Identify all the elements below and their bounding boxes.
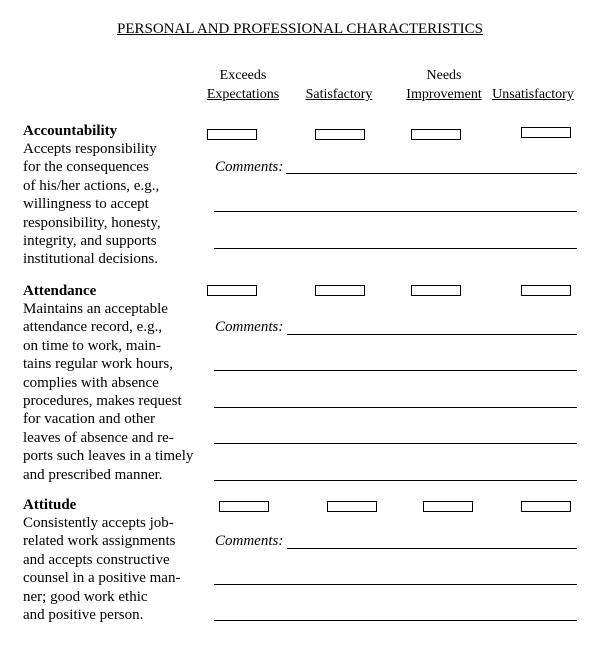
description-line: institutional decisions. <box>23 251 158 268</box>
description-line: related work assignments <box>23 533 176 550</box>
section-heading-attendance: Attendance <box>23 283 97 299</box>
comment-line-accountability-3[interactable] <box>214 248 577 249</box>
description-line: and accepts constructive <box>23 551 170 568</box>
section-heading-attitude: Attitude <box>23 497 77 513</box>
column-header-exceeds-line2: Expectations <box>206 87 280 102</box>
comments-label-accountability: Comments: <box>215 159 284 175</box>
rating-box-attendance-satisfactory[interactable] <box>315 285 365 296</box>
rating-box-attendance-needs-improvement[interactable] <box>411 285 461 296</box>
comment-line-attitude-1[interactable] <box>287 548 577 549</box>
description-line: responsibility, honesty, <box>23 214 161 231</box>
description-line: on time to work, main- <box>23 337 161 354</box>
comment-line-attendance-2[interactable] <box>214 370 577 371</box>
description-line: ner; good work ethic <box>23 588 148 605</box>
column-header-satisfactory-label: Satisfactory <box>305 87 373 102</box>
rating-box-attendance-unsatisfactory[interactable] <box>521 285 571 296</box>
description-line: willingness to accept <box>23 196 149 213</box>
comment-line-attitude-3[interactable] <box>214 620 577 621</box>
rating-box-attitude-needs-improvement[interactable] <box>423 501 473 512</box>
column-header-exceeds <box>193 66 293 104</box>
comment-line-attendance-5[interactable] <box>214 480 577 481</box>
column-header-satisfactory <box>294 85 384 104</box>
section-heading-accountability: Accountability <box>23 123 118 139</box>
description-line: tains regular work hours, <box>23 356 173 373</box>
column-header-unsatisfactory <box>483 85 583 104</box>
comment-line-attitude-2[interactable] <box>214 584 577 585</box>
section-description-attitude <box>23 514 180 624</box>
description-line: Consistently accepts job- <box>23 515 174 531</box>
comment-line-attendance-3[interactable] <box>214 407 577 408</box>
description-line: Accepts responsibility <box>23 141 157 157</box>
description-line: complies with absence <box>23 374 159 391</box>
column-header-needs-line2: Improvement <box>406 87 482 102</box>
description-line: integrity, and supports <box>23 232 157 249</box>
rating-box-attitude-exceeds[interactable] <box>219 501 269 512</box>
comment-line-accountability-1[interactable] <box>286 173 577 174</box>
rating-box-accountability-needs-improvement[interactable] <box>411 129 461 140</box>
column-header-exceeds-line1: Exceeds <box>219 68 267 83</box>
rating-box-accountability-exceeds[interactable] <box>207 129 257 140</box>
column-header-unsatisfactory-label: Unsatisfactory <box>492 87 574 102</box>
section-description-attendance <box>23 300 193 484</box>
description-line: leaves of absence and re- <box>23 429 174 446</box>
comment-line-attendance-1[interactable] <box>287 334 577 335</box>
description-line: and prescribed manner. <box>23 466 163 483</box>
description-line: for vacation and other <box>23 411 156 428</box>
rating-box-accountability-satisfactory[interactable] <box>315 129 365 140</box>
comment-line-attendance-4[interactable] <box>214 443 577 444</box>
form-title <box>0 20 600 38</box>
form-title-text: PERSONAL AND PROFESSIONAL CHARACTERISTICS <box>116 21 484 37</box>
description-line: for the consequences <box>23 159 149 176</box>
description-line: ports such leaves in a timely <box>23 448 194 465</box>
comments-label-attendance: Comments: <box>215 319 284 335</box>
rating-box-attitude-unsatisfactory[interactable] <box>521 501 571 512</box>
rating-box-attitude-satisfactory[interactable] <box>327 501 377 512</box>
section-description-accountability <box>23 140 161 269</box>
description-line: procedures, makes request <box>23 392 182 409</box>
description-line: and positive person. <box>23 606 144 623</box>
rating-box-attendance-exceeds[interactable] <box>207 285 257 296</box>
description-line: of his/her actions, e.g., <box>23 177 160 194</box>
description-line: attendance record, e.g., <box>23 319 163 336</box>
comment-line-accountability-2[interactable] <box>214 211 577 212</box>
column-header-needs-line1: Needs <box>426 68 462 83</box>
rating-box-accountability-unsatisfactory[interactable] <box>521 127 571 138</box>
description-line: counsel in a positive man- <box>23 570 181 587</box>
comments-label-attitude: Comments: <box>215 533 284 549</box>
description-line: Maintains an acceptable <box>23 301 168 317</box>
column-header-needs-improvement <box>390 66 498 104</box>
